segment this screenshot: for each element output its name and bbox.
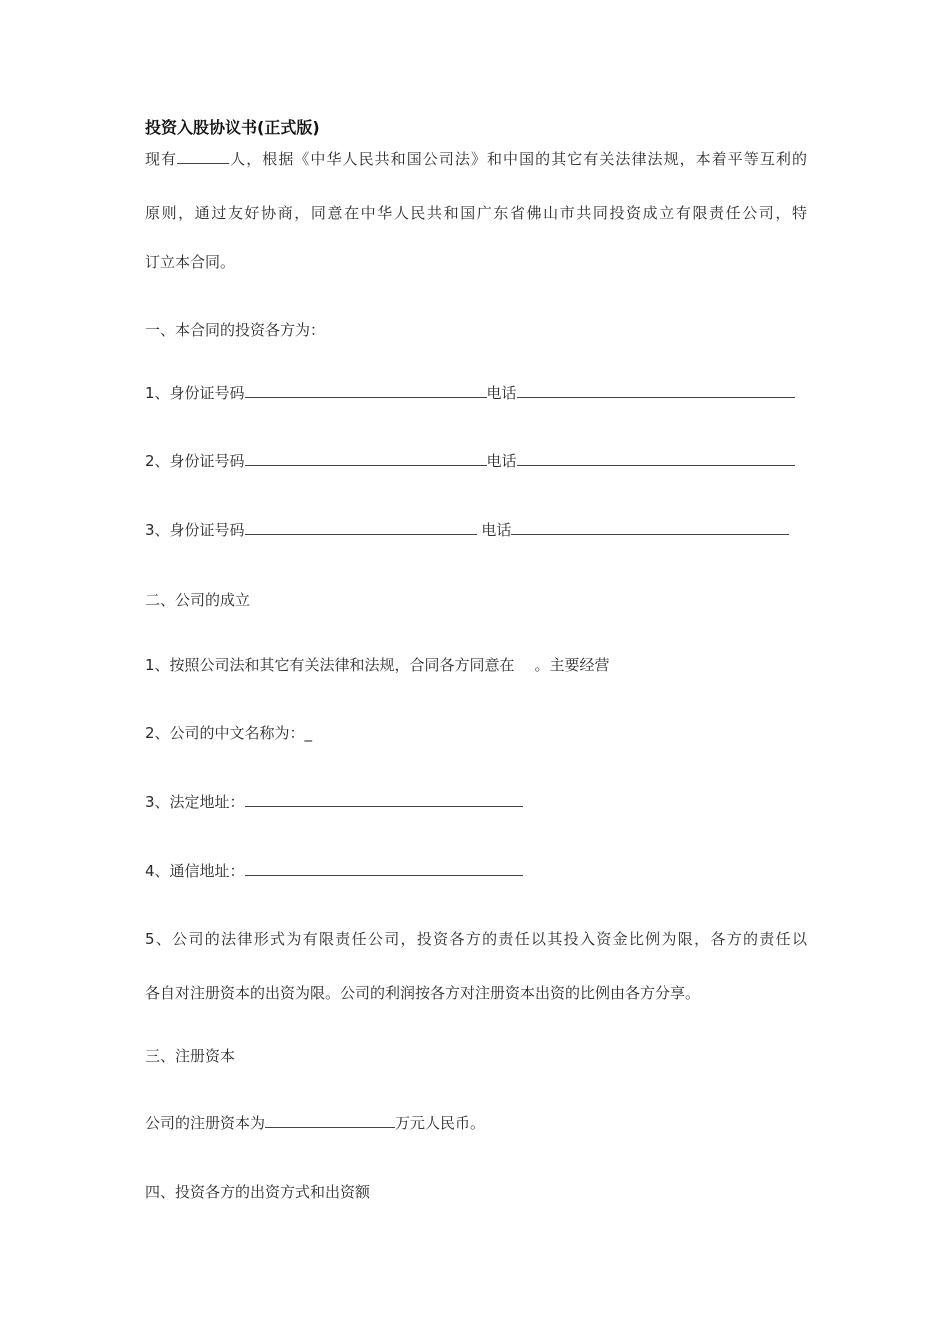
id-number-blank[interactable]	[245, 383, 487, 398]
party-row-3	[145, 520, 789, 540]
section-2-heading: 二、公司的成立	[145, 591, 251, 609]
party-row-2	[145, 451, 795, 471]
mailing-address-blank[interactable]	[245, 861, 523, 876]
item-1-suffix: 。主要经营	[534, 656, 610, 674]
id-number-label: 2、身份证号码	[145, 452, 245, 470]
legal-address-label: 3、法定地址：	[145, 793, 245, 811]
id-number-blank[interactable]	[245, 451, 487, 466]
legal-address-blank[interactable]	[245, 792, 523, 807]
section-1-heading: 一、本合同的投资各方为：	[145, 321, 326, 339]
section-2-item-5-line-1: 5、公司的法律形式为有限责任公司，投资各方的责任以其投入资金比例为限，各方的责任以	[145, 930, 807, 948]
capital-prefix: 公司的注册资本为	[145, 1114, 266, 1132]
party-count-blank[interactable]	[177, 149, 229, 164]
phone-blank[interactable]	[511, 520, 789, 535]
phone-blank[interactable]	[517, 451, 795, 466]
capital-suffix: 万元人民币。	[395, 1114, 486, 1132]
id-number-label: 1、身份证号码	[145, 384, 245, 402]
capital-amount-blank[interactable]	[265, 1113, 395, 1128]
mailing-address-label: 4、通信地址：	[145, 862, 245, 880]
phone-label: 电话	[486, 384, 517, 402]
id-number-blank[interactable]	[245, 520, 477, 535]
id-number-label: 3、身份证号码	[145, 521, 245, 539]
item-1-text: 1、按照公司法和其它有关法律和法规，合同各方同意在	[145, 656, 515, 674]
section-4-heading: 四、投资各方的出资方式和出资额	[145, 1183, 371, 1201]
section-2-item-2: 2、公司的中文名称为：_	[145, 724, 313, 742]
registered-capital-line	[145, 1113, 485, 1133]
phone-label: 电话	[486, 452, 517, 470]
section-2-item-3	[145, 792, 523, 812]
preamble-line-1	[145, 149, 807, 169]
preamble-prefix: 现有	[145, 150, 178, 168]
document-title: 投资入股协议书(正式版)	[145, 118, 320, 137]
phone-blank[interactable]	[517, 383, 795, 398]
section-3-heading: 三、注册资本	[145, 1047, 236, 1065]
preamble-line-2: 原则，通过友好协商，同意在中华人民共和国广东省佛山市共同投资成立有限责任公司，特	[145, 204, 807, 222]
section-2-item-1	[145, 655, 610, 675]
section-2-item-5-line-2: 各自对注册资本的出资为限。公司的利润按各方对注册资本出资的比例由各方分享。	[145, 984, 701, 1002]
section-2-item-4	[145, 861, 523, 881]
phone-label: 电话	[476, 521, 512, 539]
party-row-1	[145, 383, 795, 403]
preamble-text: 人，根据《中华人民共和国公司法》和中国的其它有关法律法规，本着平等互利的	[229, 150, 807, 168]
preamble-line-3: 订立本合同。	[145, 253, 236, 271]
